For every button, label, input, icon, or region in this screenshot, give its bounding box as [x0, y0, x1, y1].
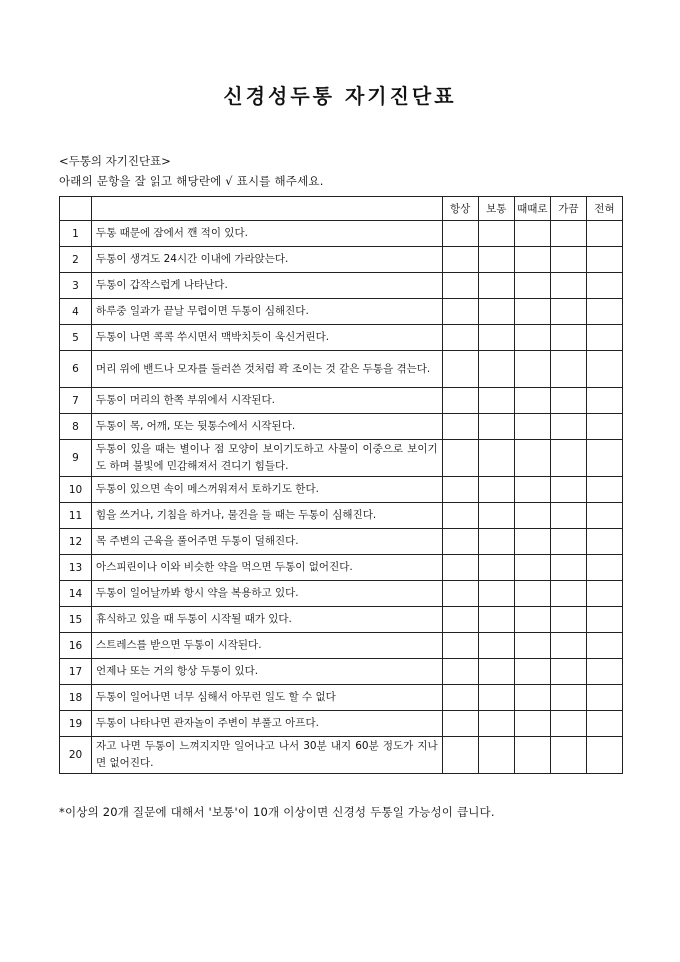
answer-cell-usually[interactable] [478, 659, 514, 685]
answer-cell-never[interactable] [586, 351, 622, 388]
header-option-never: 전혀 [586, 197, 622, 221]
question-text: 두통 때문에 잠에서 깬 적이 있다. [92, 221, 443, 247]
answer-cell-occasionally[interactable] [550, 273, 586, 299]
answer-cell-occasionally[interactable] [550, 325, 586, 351]
question-text: 언제나 또는 거의 항상 두통이 있다. [92, 659, 443, 685]
table-row [60, 414, 623, 440]
answer-cell-usually[interactable] [478, 477, 514, 503]
table-row [60, 221, 623, 247]
question-text: 두통이 머리의 한쪽 부위에서 시작된다. [92, 388, 443, 414]
answer-cell-sometimes[interactable] [514, 325, 550, 351]
answer-cell-always[interactable] [442, 351, 478, 388]
answer-cell-sometimes[interactable] [514, 414, 550, 440]
question-number: 10 [60, 477, 92, 503]
question-number: 6 [60, 351, 92, 388]
answer-cell-usually[interactable] [478, 273, 514, 299]
page-title: 신경성두통 자기진단표 [223, 84, 457, 108]
section-subtitle: <두통의 자기진단표> [59, 154, 171, 168]
question-text: 자고 나면 두통이 느껴지지만 일어나고 나서 30분 내지 60분 정도가 지나면 없어진다. [92, 737, 443, 774]
answer-cell-occasionally[interactable] [550, 555, 586, 581]
answer-cell-sometimes[interactable] [514, 607, 550, 633]
question-number: 17 [60, 659, 92, 685]
question-number: 14 [60, 581, 92, 607]
question-number: 1 [60, 221, 92, 247]
question-text: 두통이 나타나면 관자놀이 주변이 부풀고 아프다. [92, 711, 443, 737]
answer-cell-occasionally[interactable] [550, 659, 586, 685]
answer-cell-sometimes[interactable] [514, 685, 550, 711]
header-option-usually: 보통 [478, 197, 514, 221]
question-text: 두통이 있을 때는 별이나 점 모양이 보이기도하고 사물이 이중으로 보이기도 하며 불빛에 민감해져서 견디기 힘들다. [92, 440, 443, 477]
question-text: 하루중 일과가 끝날 무렵이면 두통이 심해진다. [92, 299, 443, 325]
table-row [60, 388, 623, 414]
question-number: 19 [60, 711, 92, 737]
table-row [60, 440, 623, 477]
question-number: 2 [60, 247, 92, 273]
answer-cell-occasionally[interactable] [550, 737, 586, 774]
table-header-row [60, 197, 623, 221]
answer-cell-never[interactable] [586, 414, 622, 440]
answer-cell-never[interactable] [586, 477, 622, 503]
answer-cell-sometimes[interactable] [514, 299, 550, 325]
answer-cell-never[interactable] [586, 388, 622, 414]
answer-cell-never[interactable] [586, 247, 622, 273]
question-text: 두통이 나면 콕콕 쑤시면서 맥박치듯이 욱신거린다. [92, 325, 443, 351]
answer-cell-always[interactable] [442, 388, 478, 414]
answer-cell-usually[interactable] [478, 607, 514, 633]
answer-cell-always[interactable] [442, 221, 478, 247]
answer-cell-occasionally[interactable] [550, 581, 586, 607]
question-text: 두통이 생겨도 24시간 이내에 가라앉는다. [92, 247, 443, 273]
table-row [60, 633, 623, 659]
table-row [60, 555, 623, 581]
table-row [60, 529, 623, 555]
answer-cell-usually[interactable] [478, 711, 514, 737]
answer-cell-never[interactable] [586, 685, 622, 711]
answer-cell-occasionally[interactable] [550, 529, 586, 555]
answer-cell-occasionally[interactable] [550, 221, 586, 247]
answer-cell-sometimes[interactable] [514, 633, 550, 659]
answer-cell-always[interactable] [442, 685, 478, 711]
table-row [60, 351, 623, 388]
header-num-cell [60, 197, 92, 221]
answer-cell-always[interactable] [442, 737, 478, 774]
answer-cell-occasionally[interactable] [550, 607, 586, 633]
question-text: 목 주변의 근육을 풀어주면 두통이 덜해진다. [92, 529, 443, 555]
table-row [60, 737, 623, 774]
answer-cell-always[interactable] [442, 477, 478, 503]
question-number: 5 [60, 325, 92, 351]
answer-cell-never[interactable] [586, 633, 622, 659]
table-row [60, 325, 623, 351]
answer-cell-never[interactable] [586, 221, 622, 247]
table-row [60, 273, 623, 299]
answer-cell-always[interactable] [442, 529, 478, 555]
answer-cell-occasionally[interactable] [550, 247, 586, 273]
answer-cell-usually[interactable] [478, 247, 514, 273]
header-option-occasionally: 가끔 [550, 197, 586, 221]
answer-cell-always[interactable] [442, 299, 478, 325]
header-option-sometimes: 때때로 [514, 197, 550, 221]
answer-cell-sometimes[interactable] [514, 247, 550, 273]
answer-cell-usually[interactable] [478, 555, 514, 581]
answer-cell-sometimes[interactable] [514, 388, 550, 414]
answer-cell-never[interactable] [586, 737, 622, 774]
question-number: 16 [60, 633, 92, 659]
answer-cell-never[interactable] [586, 440, 622, 477]
answer-cell-always[interactable] [442, 273, 478, 299]
table-row [60, 607, 623, 633]
question-text: 두통이 있으면 속이 메스꺼워져서 토하기도 한다. [92, 477, 443, 503]
question-text: 두통이 일어날까봐 항시 약을 복용하고 있다. [92, 581, 443, 607]
table-row [60, 299, 623, 325]
question-text: 두통이 갑작스럽게 나타난다. [92, 273, 443, 299]
answer-cell-sometimes[interactable] [514, 477, 550, 503]
answer-cell-sometimes[interactable] [514, 581, 550, 607]
question-number: 3 [60, 273, 92, 299]
answer-cell-sometimes[interactable] [514, 273, 550, 299]
answer-cell-never[interactable] [586, 581, 622, 607]
answer-cell-occasionally[interactable] [550, 351, 586, 388]
answer-cell-occasionally[interactable] [550, 633, 586, 659]
answer-cell-usually[interactable] [478, 685, 514, 711]
question-number: 9 [60, 440, 92, 477]
question-text: 아스피린이나 이와 비슷한 약을 먹으면 두통이 없어진다. [92, 555, 443, 581]
answer-cell-always[interactable] [442, 414, 478, 440]
table-row [60, 503, 623, 529]
answer-cell-always[interactable] [442, 503, 478, 529]
table-row [60, 685, 623, 711]
table-row [60, 659, 623, 685]
answer-cell-sometimes[interactable] [514, 711, 550, 737]
answer-cell-usually[interactable] [478, 529, 514, 555]
answer-cell-occasionally[interactable] [550, 685, 586, 711]
answer-cell-usually[interactable] [478, 414, 514, 440]
answer-cell-sometimes[interactable] [514, 221, 550, 247]
question-text: 두통이 목, 어깨, 또는 뒷통수에서 시작된다. [92, 414, 443, 440]
footnote: *이상의 20개 질문에 대해서 '보통'이 10개 이상이면 신경성 두통일 가능성이 큽니다. [59, 805, 495, 819]
answer-cell-sometimes[interactable] [514, 351, 550, 388]
answer-cell-sometimes[interactable] [514, 529, 550, 555]
question-text: 두통이 일어나면 너무 심해서 아무런 일도 할 수 없다 [92, 685, 443, 711]
answer-cell-occasionally[interactable] [550, 299, 586, 325]
answer-cell-usually[interactable] [478, 325, 514, 351]
answer-cell-occasionally[interactable] [550, 414, 586, 440]
self-diagnosis-table [59, 196, 623, 774]
question-number: 4 [60, 299, 92, 325]
table-row [60, 247, 623, 273]
answer-cell-sometimes[interactable] [514, 555, 550, 581]
answer-cell-never[interactable] [586, 325, 622, 351]
answer-cell-always[interactable] [442, 440, 478, 477]
answer-cell-never[interactable] [586, 607, 622, 633]
question-number: 8 [60, 414, 92, 440]
answer-cell-usually[interactable] [478, 737, 514, 774]
answer-cell-never[interactable] [586, 659, 622, 685]
answer-cell-always[interactable] [442, 633, 478, 659]
answer-cell-never[interactable] [586, 555, 622, 581]
answer-cell-never[interactable] [586, 711, 622, 737]
answer-cell-occasionally[interactable] [550, 440, 586, 477]
question-number: 20 [60, 737, 92, 774]
answer-cell-occasionally[interactable] [550, 503, 586, 529]
answer-cell-always[interactable] [442, 247, 478, 273]
instruction-text: 아래의 문항을 잘 읽고 해당란에 √ 표시를 해주세요. [59, 174, 324, 188]
answer-cell-sometimes[interactable] [514, 737, 550, 774]
header-question-cell [92, 197, 443, 221]
table-row [60, 711, 623, 737]
question-text: 스트레스를 받으면 두통이 시작된다. [92, 633, 443, 659]
answer-cell-usually[interactable] [478, 299, 514, 325]
answer-cell-never[interactable] [586, 503, 622, 529]
answer-cell-usually[interactable] [478, 388, 514, 414]
answer-cell-always[interactable] [442, 581, 478, 607]
answer-cell-occasionally[interactable] [550, 388, 586, 414]
answer-cell-occasionally[interactable] [550, 711, 586, 737]
question-number: 18 [60, 685, 92, 711]
answer-cell-usually[interactable] [478, 221, 514, 247]
answer-cell-always[interactable] [442, 607, 478, 633]
answer-cell-always[interactable] [442, 711, 478, 737]
answer-cell-never[interactable] [586, 299, 622, 325]
answer-cell-usually[interactable] [478, 440, 514, 477]
answer-cell-usually[interactable] [478, 581, 514, 607]
question-text: 힘을 쓰거나, 기침을 하거나, 물건을 들 때는 두통이 심해진다. [92, 503, 443, 529]
header-option-always: 항상 [442, 197, 478, 221]
table-row [60, 477, 623, 503]
answer-cell-occasionally[interactable] [550, 477, 586, 503]
answer-cell-always[interactable] [442, 555, 478, 581]
question-number: 15 [60, 607, 92, 633]
answer-cell-never[interactable] [586, 529, 622, 555]
answer-cell-always[interactable] [442, 659, 478, 685]
answer-cell-usually[interactable] [478, 633, 514, 659]
answer-cell-sometimes[interactable] [514, 659, 550, 685]
question-number: 12 [60, 529, 92, 555]
answer-cell-never[interactable] [586, 273, 622, 299]
question-number: 11 [60, 503, 92, 529]
answer-cell-sometimes[interactable] [514, 440, 550, 477]
question-number: 13 [60, 555, 92, 581]
answer-cell-usually[interactable] [478, 351, 514, 388]
table-row [60, 581, 623, 607]
question-number: 7 [60, 388, 92, 414]
answer-cell-always[interactable] [442, 325, 478, 351]
answer-cell-usually[interactable] [478, 503, 514, 529]
question-text: 머리 위에 밴드나 모자를 둘러쓴 것처럼 꽉 조이는 것 같은 두통을 겪는다. [92, 351, 443, 388]
question-text: 휴식하고 있을 때 두통이 시작될 때가 있다. [92, 607, 443, 633]
answer-cell-sometimes[interactable] [514, 503, 550, 529]
